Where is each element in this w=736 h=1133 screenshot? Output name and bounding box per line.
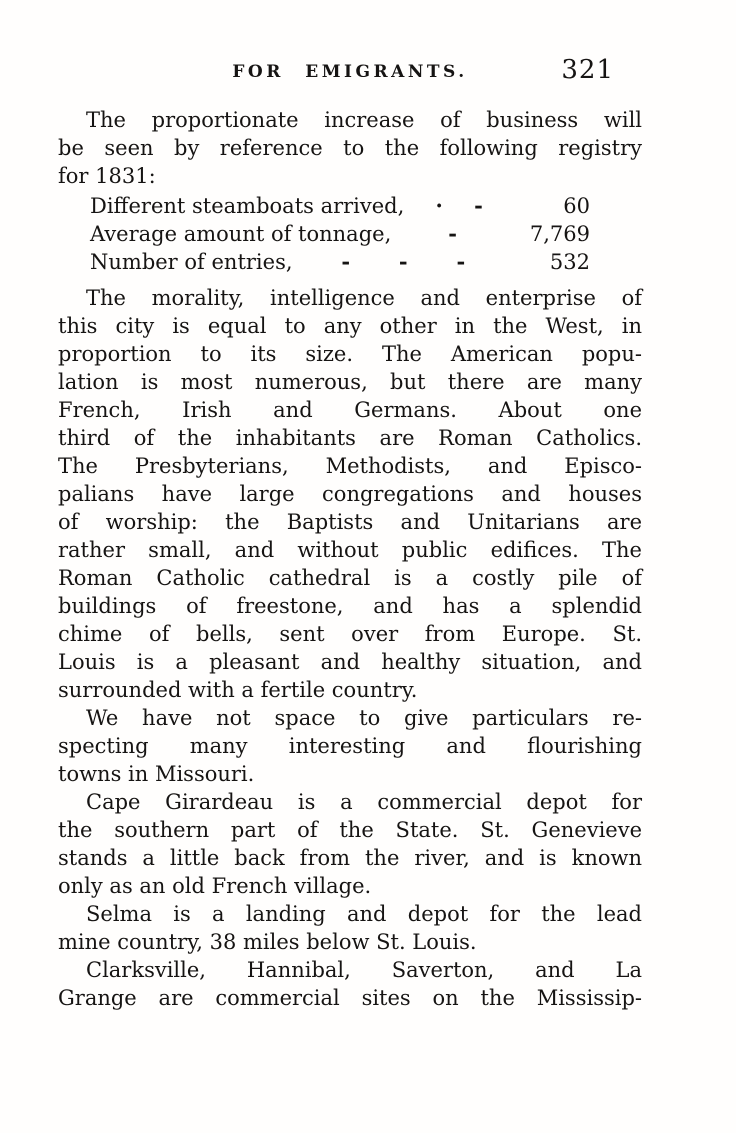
text-line: for 1831: — [58, 164, 156, 188]
text-block — [58, 106, 642, 1012]
page-header — [58, 55, 642, 88]
paragraph — [58, 106, 642, 190]
text-line: this city is equal to any other in the West, in — [58, 314, 642, 338]
registry-label: Average amount of tonnage, — [90, 222, 392, 246]
registry-row — [90, 220, 590, 248]
registry-label: Different steamboats arrived, — [90, 194, 405, 218]
text-line: The Presbyterians, Methodists, and Episco- — [58, 454, 642, 478]
text-line: stands a little back from the river, and is known — [58, 846, 642, 870]
text-line: towns in Missouri. — [58, 762, 255, 786]
text-line: Cape Girardeau is a commercial depot for — [86, 790, 642, 814]
dash-leader: - — [474, 193, 483, 218]
text-line: third of the inhabitants are Roman Catholics. — [58, 426, 642, 450]
text-line: rather small, and without public edifices. The — [58, 538, 642, 562]
registry-dash-leaders — [391, 220, 514, 248]
text-line: Louis is a pleasant and healthy situation, and — [58, 650, 642, 674]
paragraph — [58, 704, 642, 788]
text-line: French, Irish and Germans. About one — [58, 398, 642, 422]
text-line: mine country, 38 miles below St. Louis. — [58, 930, 477, 954]
text-line: The proportionate increase of business will — [86, 108, 642, 132]
dash-leader: · — [435, 193, 443, 218]
registry-value: 60 — [563, 194, 590, 218]
dash-leader: - — [456, 249, 466, 274]
text-line: buildings of freestone, and has a splendid — [58, 594, 642, 618]
registry-value: 532 — [549, 250, 590, 274]
text-line: lation is most numerous, but there are many — [58, 370, 642, 394]
text-line: Selma is a landing and depot for the lead — [86, 902, 642, 926]
text-line: be seen by reference to the following registry — [58, 136, 642, 160]
text-line: only as an old French village. — [58, 874, 372, 898]
registry-label: Number of entries, — [90, 250, 293, 274]
text-line: Grange are commercial sites on the Mississip- — [58, 986, 642, 1010]
registry-value: 7,769 — [529, 222, 590, 246]
registry-table — [90, 192, 642, 276]
text-line: The morality, intelligence and enterprise of — [86, 286, 642, 310]
paragraph — [58, 956, 642, 1012]
dash-leader: - — [398, 249, 408, 274]
registry-row — [90, 248, 590, 276]
text-line: palians have large congregations and houses — [58, 482, 642, 506]
dash-leader: - — [448, 221, 457, 246]
paragraph — [58, 284, 642, 704]
dash-leader: - — [341, 249, 351, 274]
registry-row — [90, 192, 590, 220]
text-line: the southern part of the State. St. Genevieve — [58, 818, 642, 842]
registry-dash-leaders — [404, 192, 514, 220]
registry-dash-leaders — [293, 248, 514, 276]
text-line: Clarksville, Hannibal, Saverton, and La — [86, 958, 642, 982]
text-line: specting many interesting and flourishing — [58, 734, 642, 758]
page-number: 321 — [561, 55, 614, 85]
running-title: FOR EMIGRANTS. — [232, 62, 468, 82]
text-line: proportion to its size. The American popu- — [58, 342, 642, 366]
paragraph — [58, 788, 642, 900]
paragraph — [58, 900, 642, 956]
text-line: Roman Catholic cathedral is a costly pile of — [58, 566, 642, 590]
text-line: chime of bells, sent over from Europe. St. — [58, 622, 642, 646]
text-line: We have not space to give particulars re- — [86, 706, 642, 730]
text-line: surrounded with a fertile country. — [58, 678, 418, 702]
text-line: of worship: the Baptists and Unitarians are — [58, 510, 642, 534]
